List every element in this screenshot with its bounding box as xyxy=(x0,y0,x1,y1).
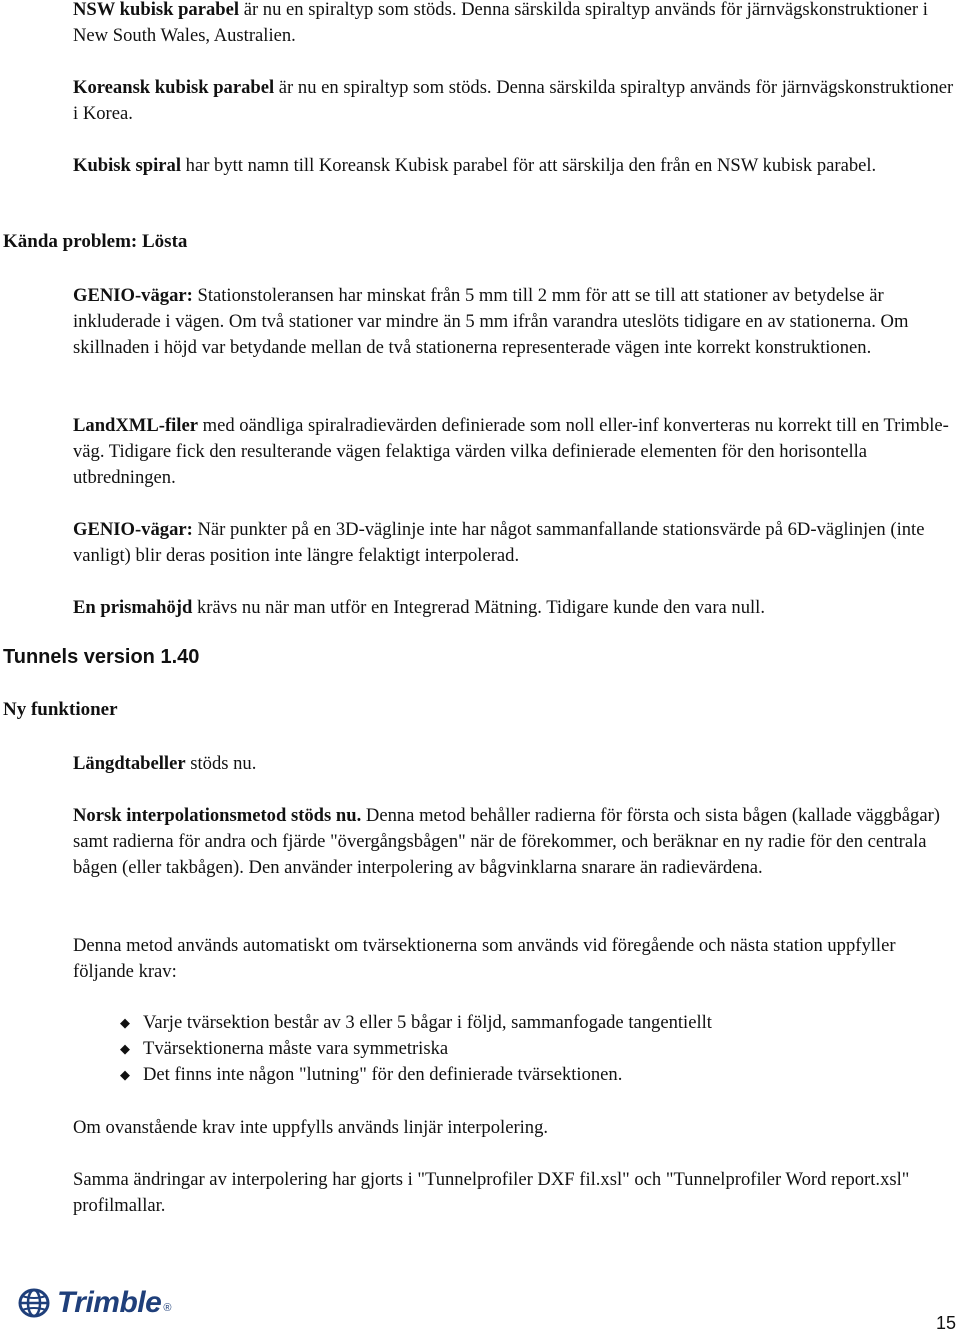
trimble-logo xyxy=(17,1286,171,1320)
heading-new-features: Ny funktioner xyxy=(3,699,118,720)
bold-term: En prismahöjd xyxy=(73,597,193,618)
bold-term: GENIO-vägar: xyxy=(73,285,193,306)
bold-term: Koreansk kubisk parabel xyxy=(73,77,275,98)
paragraph-text: Stationstoleransen har minskat från 5 mm till 2 mm för att se till att stationer av betydelse är inkluderade i vägen. Om två stationer var mindre än 5 mm ifrån varandra uteslöts tidigare en av stationerna. Om skillnaden i höjd var betydande mellan de två stationerna representerade vägen inte korrekt konstruktionen. xyxy=(73,285,909,358)
list-item-text: Tvärsektionerna måste vara symmetriska xyxy=(143,1038,449,1059)
paragraph-landxml xyxy=(73,413,960,491)
heading-known-issues: Kända problem: Lösta xyxy=(3,231,188,252)
bold-term: Kubisk spiral xyxy=(73,155,181,176)
paragraph-text: har bytt namn till Koreansk Kubisk parabel för att särskilja den från en NSW kubisk parabel. xyxy=(181,155,877,176)
paragraph-method-requirements: Denna metod används automatiskt om tvärsektionerna som används vid föregående och nästa station uppfyller följande krav: xyxy=(73,935,896,982)
list-item-text: Det finns inte någon "lutning" för den definierade tvärsektionen. xyxy=(143,1064,623,1085)
bold-term: NSW kubisk parabel xyxy=(73,0,240,20)
bold-term: Längdtabeller xyxy=(73,753,186,774)
requirements-list xyxy=(120,1010,712,1088)
diamond-bullet-icon: ◆ xyxy=(120,1041,130,1056)
paragraph-text: krävs nu när man utför en Integrerad Mätning. Tidigare kunde den vara null. xyxy=(192,597,765,618)
paragraph-text: När punkter på en 3D-väglinje inte har något sammanfallande stationsvärde på 6D-väglinjen (inte vanligt) blir deras position inte längre felaktigt interpolerad. xyxy=(73,519,925,566)
paragraph-genio-tolerance xyxy=(73,283,960,361)
paragraph-prism-height xyxy=(73,595,960,621)
heading-tunnels-version: Tunnels version 1.40 xyxy=(3,646,200,668)
paragraph-genio-interpolation xyxy=(73,517,960,569)
trimble-globe-icon xyxy=(17,1286,57,1320)
paragraph-template-changes: Samma ändringar av interpolering har gjorts i "Tunnelprofiler DXF fil.xsl" och "Tunnelprofiler Word report.xsl" profilmallar. xyxy=(73,1169,910,1216)
registered-mark: ® xyxy=(163,1302,172,1314)
list-item-text: Varje tvärsektion består av 3 eller 5 bågar i följd, sammanfogade tangentiellt xyxy=(143,1012,712,1033)
paragraph-korean-cubic-parabola xyxy=(73,75,960,127)
paragraph-text: stöds nu. xyxy=(185,753,257,774)
paragraph-norwegian-interpolation xyxy=(73,803,960,881)
paragraph-text: med oändliga spiralradievärden definierade som noll eller-inf konverteras nu korrekt till en Trimble-väg. Tidigare fick den resulterande vägen felaktiga värden vilka definierade elementen för den horisontella utbredningen. xyxy=(73,415,949,488)
bold-term: GENIO-vägar: xyxy=(73,519,193,540)
paragraph-text: Denna metod behåller radierna för första och sista bågen (kallade väggbågar) samt radierna för andra och fjärde "övergångsbågen" när de förekommer, och beräknar en ny radie för den centrala bågen (eller takbågen). Den använder interpolering av bågvinklarna snarare än radievärdena. xyxy=(73,805,940,878)
paragraph-length-tables xyxy=(73,751,960,777)
page-number: 15 xyxy=(935,1313,956,1333)
bold-term: Norsk interpolationsmetod stöds nu. xyxy=(73,805,362,826)
paragraph-text: är nu en spiraltyp som stöds. Denna särskilda spiraltyp används för järnvägskonstruktioner i Korea. xyxy=(73,77,954,124)
paragraph-nsw-cubic-parabola xyxy=(73,0,960,49)
list-item xyxy=(120,1036,712,1062)
bold-term: LandXML-filer xyxy=(73,415,198,436)
list-item xyxy=(120,1010,712,1036)
diamond-bullet-icon: ◆ xyxy=(120,1015,130,1030)
paragraph-linear-fallback: Om ovanstående krav inte uppfylls används linjär interpolering. xyxy=(73,1117,549,1138)
logo-wordmark: Trimble xyxy=(57,1286,162,1319)
diamond-bullet-icon: ◆ xyxy=(120,1067,130,1082)
paragraph-cubic-spiral xyxy=(73,153,960,179)
list-item xyxy=(120,1062,712,1088)
paragraph-text: är nu en spiraltyp som stöds. Denna särskilda spiraltyp används för järnvägskonstruktioner i New South Wales, Australien. xyxy=(73,0,928,46)
